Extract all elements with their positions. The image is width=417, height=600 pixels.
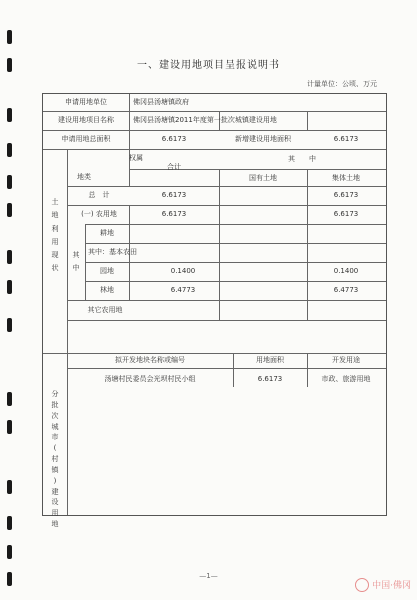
binder-hole — [7, 30, 12, 44]
garden-label: 园地 — [100, 267, 114, 275]
garden-total: 0.1400 — [170, 267, 196, 275]
binder-hole — [7, 516, 12, 530]
applicant-value: 佛冈县汤塘镇政府 — [133, 98, 189, 106]
forest-collective: 6.4773 — [333, 286, 359, 294]
grand-total-label: 总 计 — [88, 191, 110, 199]
batch-section-label: 分 批 次 城 市 ( 村 镇 ) 建 设 用 地 — [51, 390, 59, 529]
binder-hole — [7, 250, 12, 264]
ownership-header: 权属 — [129, 154, 143, 162]
binder-hole — [7, 280, 12, 294]
binder-hole — [7, 318, 12, 332]
grand-total-value: 6.6173 — [161, 191, 187, 199]
landtype-header: 地类 — [77, 173, 91, 181]
plot-use-header: 开发用途 — [332, 356, 360, 364]
watermark-logo-icon — [355, 578, 369, 592]
binder-hole — [7, 420, 12, 434]
garden-collective: 0.1400 — [333, 267, 359, 275]
applicant-label: 申请用地单位 — [65, 98, 107, 106]
land-status-section-label: 土 地 利 用 现 状 — [51, 198, 59, 273]
farmland-collective: 6.6173 — [333, 210, 359, 218]
page-number: —1— — [199, 572, 218, 580]
watermark — [355, 578, 411, 593]
total-header: 合计 — [167, 163, 181, 171]
state-land-header: 国有土地 — [249, 174, 277, 182]
project-label: 建设用地项目名称 — [58, 116, 114, 124]
binder-hole — [7, 203, 12, 217]
plot-use: 市政、旅游用地 — [321, 375, 371, 383]
plot-area-header: 用地面积 — [256, 356, 284, 364]
binder-hole — [7, 392, 12, 406]
plot-name: 汤塘村民委员会光坝村民小组 — [104, 375, 196, 383]
farmland-label: (一) 农用地 — [81, 210, 117, 218]
total-area-label: 申请用地总面积 — [61, 135, 111, 143]
basic-farmland-label: 其中：基本农田 — [88, 248, 137, 256]
unit-note: 计量单位：公顷、万元 — [307, 80, 377, 88]
among-header: 其 中 — [288, 155, 316, 163]
forest-label: 林地 — [100, 286, 114, 294]
other-farmland-label: 其它农用地 — [87, 306, 123, 314]
binder-hole — [7, 108, 12, 122]
forest-total: 6.4773 — [170, 286, 196, 294]
application-form — [42, 93, 387, 529]
binder-hole — [7, 175, 12, 189]
watermark-text: 中国·佛冈 — [372, 580, 411, 591]
plot-area: 6.6173 — [257, 375, 283, 383]
new-area-value: 6.6173 — [333, 135, 359, 143]
project-value: 佛冈县汤塘镇2011年度第一批次城镇建设用地 — [133, 116, 277, 124]
binder-hole — [7, 143, 12, 157]
cultivated-label: 耕地 — [100, 229, 114, 237]
collective-land-header: 集体土地 — [332, 174, 360, 182]
new-area-label: 新增建设用地面积 — [235, 135, 291, 143]
plot-name-header: 拟开发地块名称或编号 — [115, 356, 185, 364]
grand-total-collective: 6.6173 — [333, 191, 359, 199]
binder-hole — [7, 480, 12, 494]
document-title: 一、建设用地项目呈报说明书 — [137, 60, 280, 71]
among-label: 其中 — [72, 251, 80, 273]
farmland-total: 6.6173 — [161, 210, 187, 218]
binder-hole — [7, 545, 12, 559]
total-area-value: 6.6173 — [161, 135, 187, 143]
